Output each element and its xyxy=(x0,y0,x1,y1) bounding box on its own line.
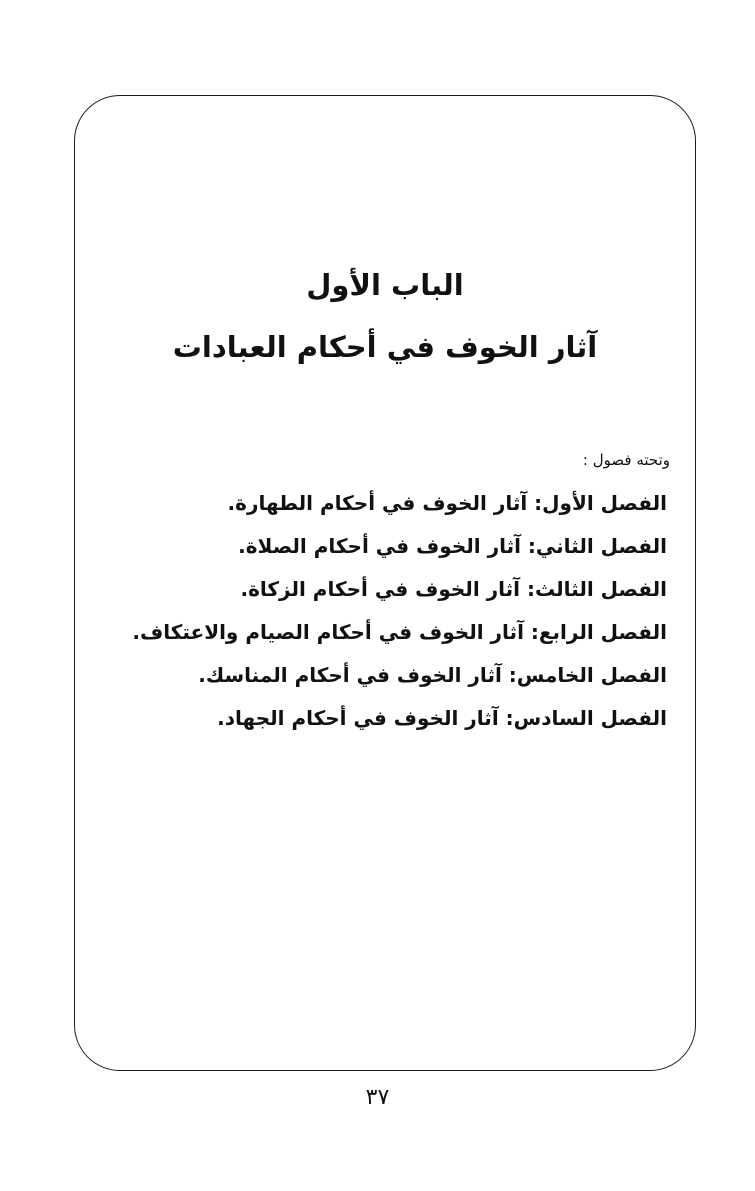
chapter-item: الفصل الثالث: آثار الخوف في أحكام الزكاة. xyxy=(240,577,667,601)
part-title: الباب الأول xyxy=(306,268,464,302)
chapter-item: الفصل الرابع: آثار الخوف في أحكام الصيام والاعتكاف. xyxy=(132,620,667,644)
chapters-intro: وتحته فصول : xyxy=(582,451,670,469)
chapter-item: الفصل الثاني: آثار الخوف في أحكام الصلاة. xyxy=(238,534,667,558)
chapter-item: الفصل السادس: آثار الخوف في أحكام الجهاد. xyxy=(217,706,667,730)
page-number: ٣٧ xyxy=(365,1085,390,1110)
chapter-item: الفصل الأول: آثار الخوف في أحكام الطهارة. xyxy=(227,491,667,515)
chapter-list xyxy=(107,482,667,740)
part-subtitle: آثار الخوف في أحكام العبادات xyxy=(172,330,598,364)
chapter-item: الفصل الخامس: آثار الخوف في أحكام المناسك. xyxy=(198,663,667,687)
